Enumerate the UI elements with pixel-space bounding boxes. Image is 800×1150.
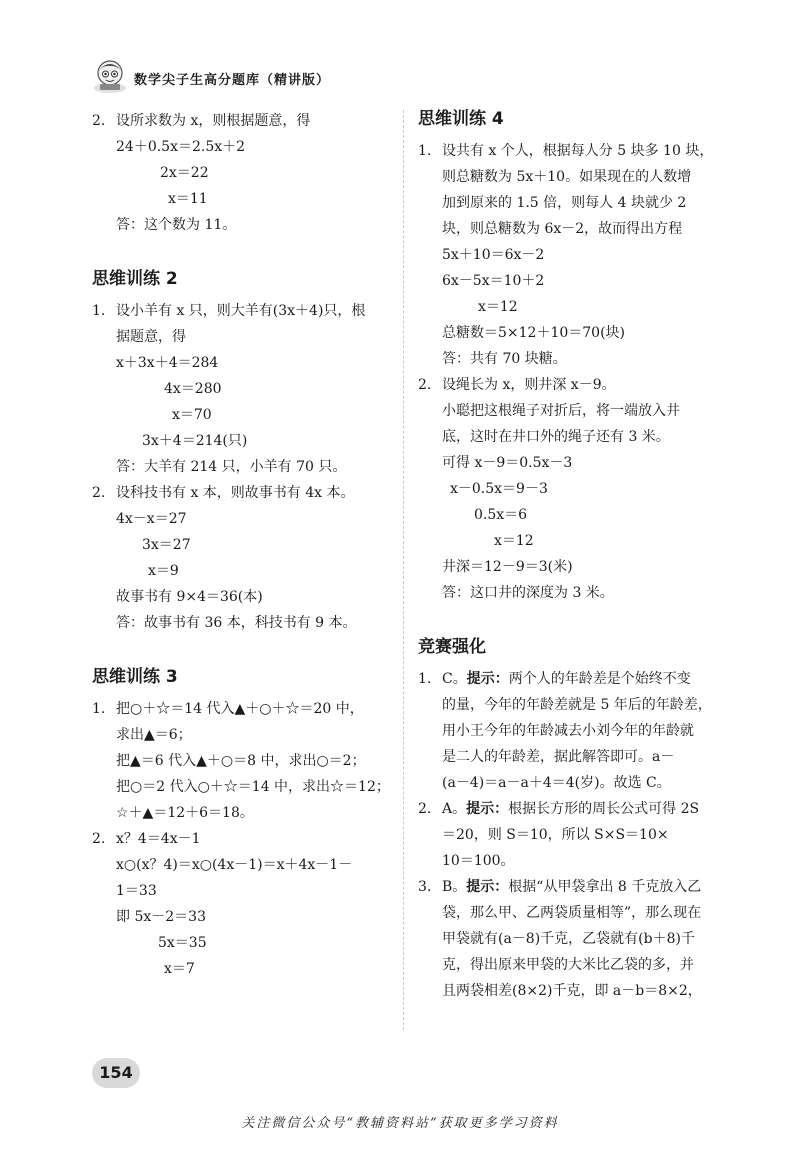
answer-item <box>418 666 718 796</box>
equation-line: 24＋0.5x＝2.5x＋2 <box>116 139 246 155</box>
answer-line: 答：大羊有 214 只，小羊有 70 只。 <box>116 459 347 475</box>
answer-choice: A。 <box>442 801 467 817</box>
intro-section <box>92 108 392 238</box>
section-competition <box>418 636 718 1004</box>
item-number: 2. <box>92 113 106 129</box>
equation-line: 4x－x＝27 <box>116 511 187 527</box>
answer-line: 根据长方形的周长公式可得 2S <box>508 801 700 817</box>
answer-line: 甲袋就有(a－8)千克，乙袋就有(b＋8)千 <box>442 931 695 947</box>
answer-line: 故事书有 9×4＝36(本) <box>116 589 263 605</box>
answer-line: 设小羊有 x 只，则大羊有(3x＋4)只，根 <box>116 303 366 319</box>
book-title: 数学尖子生高分题库（精讲版） <box>134 73 331 88</box>
equation-line: 3x＋4＝214(只) <box>142 433 248 449</box>
item-number: 2. <box>418 801 432 817</box>
answer-line: 的量，今年的年龄差就是 5 年后的年龄差， <box>442 697 712 713</box>
equation-line: x＝9 <box>148 563 179 579</box>
equation-line: 1＝33 <box>116 883 157 899</box>
equation-line: 5x＋10＝6x－2 <box>442 247 545 263</box>
equation-line: 即 5x－2＝33 <box>116 909 206 925</box>
item-number: 2. <box>418 377 432 393</box>
answer-line: ☆＋▲＝12＋6＝18。 <box>116 805 254 821</box>
equation-line: 3x＝27 <box>142 537 191 553</box>
equation-line: x？4＝4x－1 <box>116 831 201 847</box>
answer-item <box>92 108 392 238</box>
tip-label: 提示： <box>466 879 509 895</box>
item-number: 2. <box>92 485 106 501</box>
section-title: 思维训练 3 <box>92 667 178 687</box>
answer-line: 答：共有 70 块糖。 <box>442 351 567 367</box>
answer-line: 底，这时在井口外的绳子还有 3 米。 <box>442 429 670 445</box>
item-number: 1. <box>92 303 106 319</box>
tip-label: 提示： <box>466 801 509 817</box>
answer-line: 设所求数为 x，则根据题意，得 <box>116 113 311 129</box>
equation-line: 0.5x＝6 <box>474 507 528 523</box>
answer-line: 加到原来的 1.5 倍，则每人 4 块就少 2 <box>442 195 687 211</box>
equation-line: 6x－5x＝10＋2 <box>442 273 545 289</box>
item-number: 3. <box>418 879 432 895</box>
equation-line: 4x＝280 <box>164 381 222 397</box>
item-number: 2. <box>92 831 106 847</box>
answer-line: 小聪把这根绳子对折后，将一端放入井 <box>442 403 680 419</box>
answer-line: 根据“从甲袋拿出 8 千克放入乙 <box>508 879 702 895</box>
answer-item <box>418 874 718 1004</box>
equation-line: 井深＝12－9＝3(米) <box>442 559 573 575</box>
answer-item <box>92 298 392 480</box>
section-title: 思维训练 4 <box>418 109 504 129</box>
item-number: 1. <box>418 671 432 687</box>
item-number: 1. <box>92 701 106 717</box>
book-header <box>92 58 392 98</box>
answer-line: 把○＝2 代入○＋☆＝14 中，求出☆＝12； <box>116 779 390 795</box>
answer-choice: B。 <box>442 879 467 895</box>
answer-line: 把○＋☆＝14 代入▲＋○＋☆＝20 中， <box>116 701 364 717</box>
answer-item <box>418 372 718 606</box>
page-number: 154 <box>92 1058 140 1088</box>
answer-line: 把▲＝6 代入▲＋○＝8 中，求出○＝2； <box>116 753 366 769</box>
answer-item <box>418 796 718 874</box>
answer-line: 设绳长为 x，则井深 x－9。 <box>442 377 616 393</box>
answer-item <box>92 480 392 636</box>
answer-line: (a－4)＝a－a＋4＝4(岁)。故选 C。 <box>442 775 671 791</box>
equation-line: x＋3x＋4＝284 <box>116 355 219 371</box>
answer-item <box>92 826 392 982</box>
equation-line: x＝70 <box>172 407 212 423</box>
footer-note: 关注微信公众号“教辅资料站”获取更多学习资料 <box>241 1116 559 1131</box>
answer-line: 是二人的年龄差，据此解答即可。a－ <box>442 749 675 765</box>
equation-line: 可得 x－9＝0.5x－3 <box>442 455 573 471</box>
equation-line: x○(x？4)＝x○(4x－1)＝x＋4x－1－ <box>116 857 353 873</box>
answer-choice: C。 <box>442 671 467 687</box>
answer-line: ＝20，则 S＝10，所以 S×S＝10× <box>442 827 669 843</box>
answer-line: 求出▲＝6； <box>116 727 192 743</box>
right-column <box>418 108 718 1004</box>
answer-line: 答：这个数为 11。 <box>116 217 237 233</box>
answer-item <box>92 696 392 826</box>
section-training-2 <box>92 268 392 636</box>
equation-line: x－0.5x＝9－3 <box>450 481 548 497</box>
answer-line: 克，得出原来甲袋的大米比乙袋的多，并 <box>442 957 694 973</box>
answer-item <box>418 138 718 372</box>
section-training-4 <box>418 108 718 606</box>
tip-label: 提示： <box>466 671 509 687</box>
section-title: 竞赛强化 <box>418 637 486 657</box>
answer-line: 答：故事书有 36 本，科技书有 9 本。 <box>116 615 357 631</box>
mascot-logo-icon <box>92 58 128 94</box>
equation-line: 5x＝35 <box>158 935 207 951</box>
equation-line: x＝12 <box>478 299 518 315</box>
section-title: 思维训练 2 <box>92 269 178 289</box>
answer-line: 则总糖数为 5x＋10。如果现在的人数增 <box>442 169 692 185</box>
equation-line: x＝11 <box>168 191 208 207</box>
answer-line: 袋，那么甲、乙两袋质量相等”，那么现在 <box>442 905 702 921</box>
answer-line: 两个人的年龄差是个始终不变 <box>508 671 691 687</box>
equation-line: 总糖数＝5×12＋10＝70(块) <box>442 325 626 341</box>
equation-line: x＝7 <box>164 961 195 977</box>
answer-line: 设共有 x 个人，根据每人分 5 块多 10 块， <box>442 143 714 159</box>
answer-line: 块，则总糖数为 6x－2，故而得出方程 <box>442 221 683 237</box>
equation-line: 2x＝22 <box>160 165 209 181</box>
answer-line: 10＝100。 <box>442 853 515 869</box>
answer-line: 设科技书有 x 本，则故事书有 4x 本。 <box>116 485 355 501</box>
answer-line: 据题意，得 <box>116 329 186 345</box>
column-divider <box>403 110 404 1030</box>
answer-line: 答：这口井的深度为 3 米。 <box>442 585 614 601</box>
equation-line: x＝12 <box>494 533 534 549</box>
item-number: 1. <box>418 143 432 159</box>
left-column <box>92 108 392 982</box>
answer-line: 且两袋相差(8×2)千克，即 a－b＝8×2， <box>442 983 702 999</box>
section-training-3 <box>92 666 392 982</box>
answer-line: 用小王今年的年龄减去小刘今年的年龄就 <box>442 723 694 739</box>
